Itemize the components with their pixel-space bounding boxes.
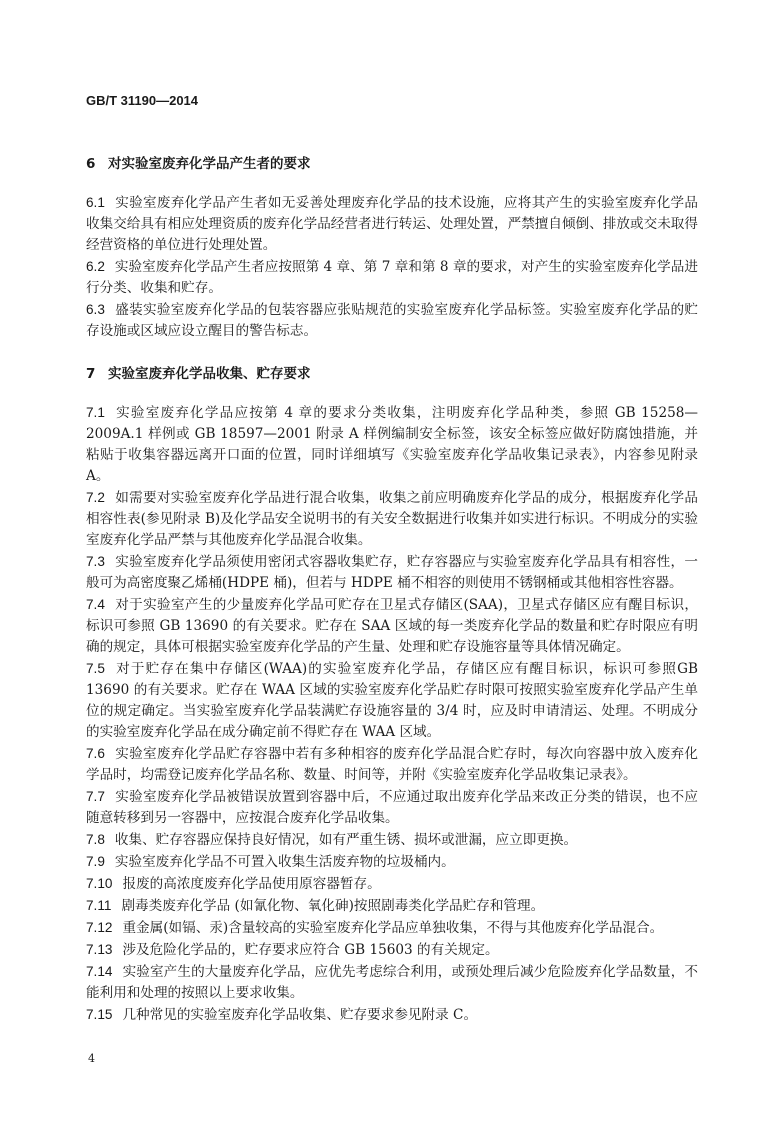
section-number: 6 [86, 156, 96, 172]
clause-text: 如需要对实验室废弃化学品进行混合收集，收集之前应明确废弃化学品的成分，根据废弃化学品相容性表(参见附录 B)及化学品安全说明书的有关安全数据进行收集并如实进行标识。不明成分的实验室废弃化学品严禁与其他废弃化学品混合收集。 [86, 490, 698, 548]
standard-number: GB/T 31190—2014 [86, 93, 199, 108]
clause-text: 收集、贮存容器应保持良好情况，如有严重生锈、损坏或泄漏，应立即更换。 [114, 832, 578, 848]
clause-text: 对于贮存在集中存储区(WAA)的实验室废弃化学品，存储区应有醒目标识，标识可参照GB 13690 的有关要求。贮存在 WAA 区域的实验室废弃化学品贮存时限可按照实验室废弃化学品产生单位的规定确定。当实验室废弃化学品装满贮存设施容量的 3/4 时，应及时申请清运、处理。不明成分的实验室废弃化学品在成分确定前不得贮存在 WAA 区域。 [86, 661, 698, 740]
clause-number: 7.10 [86, 876, 113, 891]
clause-text: 实验室废弃化学品产生者如无妥善处理废弃化学品的技术设施，应将其产生的实验室废弃化学品收集交给具有相应处理资质的废弃化学品经营者进行转运、处理处置，严禁擅自倾倒、排放或交未取得经营资格的单位进行处理处置。 [86, 195, 698, 253]
clause-text: 实验室废弃化学品产生者应按照第 4 章、第 7 章和第 8 章的要求，对产生的实验室废弃化学品进行分类、收集和贮存。 [86, 259, 698, 296]
clause-text: 实验室废弃化学品须使用密闭式容器收集贮存，贮存容器应与实验室废弃化学品具有相容性，一般可为高密度聚乙烯桶(HDPE 桶)，但若与 HDPE 桶不相容的则使用不锈钢桶或其他相容性容器。 [86, 554, 698, 591]
clause-text: 实验室废弃化学品贮存容器中若有多种相容的废弃化学品混合贮存时，每次向容器中放入废弃化学品时，均需登记废弃化学品名称、数量、时间等，并附《实验室废弃化学品收集记录表》。 [86, 746, 698, 783]
clause-text: 实验室产生的大量废弃化学品，应优先考虑综合利用，或预处理后减少危险废弃化学品数量，不能利用和处理的按照以上要求收集。 [86, 964, 698, 1001]
clause [86, 873, 698, 895]
clause-number: 7.5 [86, 661, 105, 676]
clause-number: 7.4 [86, 597, 105, 612]
clause-number: 6.1 [86, 195, 105, 210]
clause [86, 1004, 698, 1026]
section-6-body [86, 192, 698, 342]
section-7-body [86, 402, 698, 1026]
clause [86, 895, 698, 917]
clause [86, 939, 698, 961]
clause-number: 7.11 [86, 898, 112, 913]
clause [86, 594, 698, 658]
clause-number: 7.2 [86, 490, 105, 505]
clause [86, 743, 698, 786]
clause [86, 192, 698, 256]
clause-number: 6.2 [86, 259, 105, 274]
clause-number: 7.6 [86, 746, 105, 761]
section-number: 7 [86, 366, 96, 382]
clause-number: 7.12 [86, 920, 113, 935]
clause-number: 7.7 [86, 789, 105, 804]
clause [86, 551, 698, 594]
clause [86, 917, 698, 939]
clause [86, 786, 698, 829]
clause-number: 7.3 [86, 554, 105, 569]
clause-number: 7.13 [86, 942, 113, 957]
clause-number: 7.15 [86, 1007, 113, 1022]
clause-number: 7.1 [86, 405, 105, 420]
page-number: 4 [88, 1052, 95, 1065]
clause [86, 487, 698, 551]
clause [86, 299, 698, 342]
clause [86, 851, 698, 873]
clause-text: 剧毒类废弃化学品 (如氰化物、氧化砷)按照剧毒类化学品贮存和管理。 [121, 898, 545, 914]
clause-text: 对于实验室产生的少量废弃化学品可贮存在卫星式存储区(SAA)，卫星式存储区应有醒目标识，标识可参照 GB 13690 的有关要求。贮存在 SAA 区域的每一类废弃化学品的数量和贮存时限应有明确的规定，具体可根据实验室废弃化学品的产生量、处理和贮存设施容量等具体情况确定。 [86, 597, 698, 655]
clause [86, 256, 698, 299]
clause-number: 7.9 [86, 854, 105, 869]
section-title: 对实验室废弃化学品产生者的要求 [108, 156, 311, 172]
clause-text: 实验室废弃化学品不可置入收集生活废弃物的垃圾桶内。 [114, 854, 455, 870]
section-6-heading [86, 154, 698, 174]
clause-text: 实验室废弃化学品被错误放置到容器中后，不应通过取出废弃化学品来改正分类的错误，也不应随意转移到另一容器中，应按混合废弃化学品收集。 [86, 789, 698, 826]
clause-number: 7.14 [86, 964, 113, 979]
clause-text: 盛装实验室废弃化学品的包装容器应张贴规范的实验室废弃化学品标签。实验室废弃化学品的贮存设施或区域应设立醒目的警告标志。 [86, 302, 698, 339]
clause-text: 重金属(如镉、汞)含量较高的实验室废弃化学品应单独收集，不得与其他废弃化学品混合。 [122, 920, 664, 936]
clause-text: 涉及危险化学品的，贮存要求应符合 GB 15603 的有关规定。 [122, 942, 499, 958]
clause [86, 658, 698, 743]
clause-number: 7.8 [86, 832, 105, 847]
clause [86, 829, 698, 851]
clause-text: 报废的高浓度废弃化学品使用原容器暂存。 [122, 876, 381, 892]
section-7-heading [86, 364, 698, 384]
clause [86, 961, 698, 1004]
section-title: 实验室废弃化学品收集、贮存要求 [108, 366, 311, 382]
clause-number: 6.3 [86, 302, 105, 317]
clause-text: 几种常见的实验室废弃化学品收集、贮存要求参见附录 C。 [122, 1007, 478, 1023]
clause-text: 实验室废弃化学品应按第 4 章的要求分类收集，注明废弃化学品种类，参照 GB 15258—2009A.1 样例或 GB 18597—2001 附录 A 样例编制安全标签，该安全标签应做好防腐蚀措施，并粘贴于收集容器远离开口面的位置，同时详细填写《实验室废弃化学品收集记录表》，内容参见附录 A。 [86, 405, 698, 484]
clause [86, 402, 698, 487]
